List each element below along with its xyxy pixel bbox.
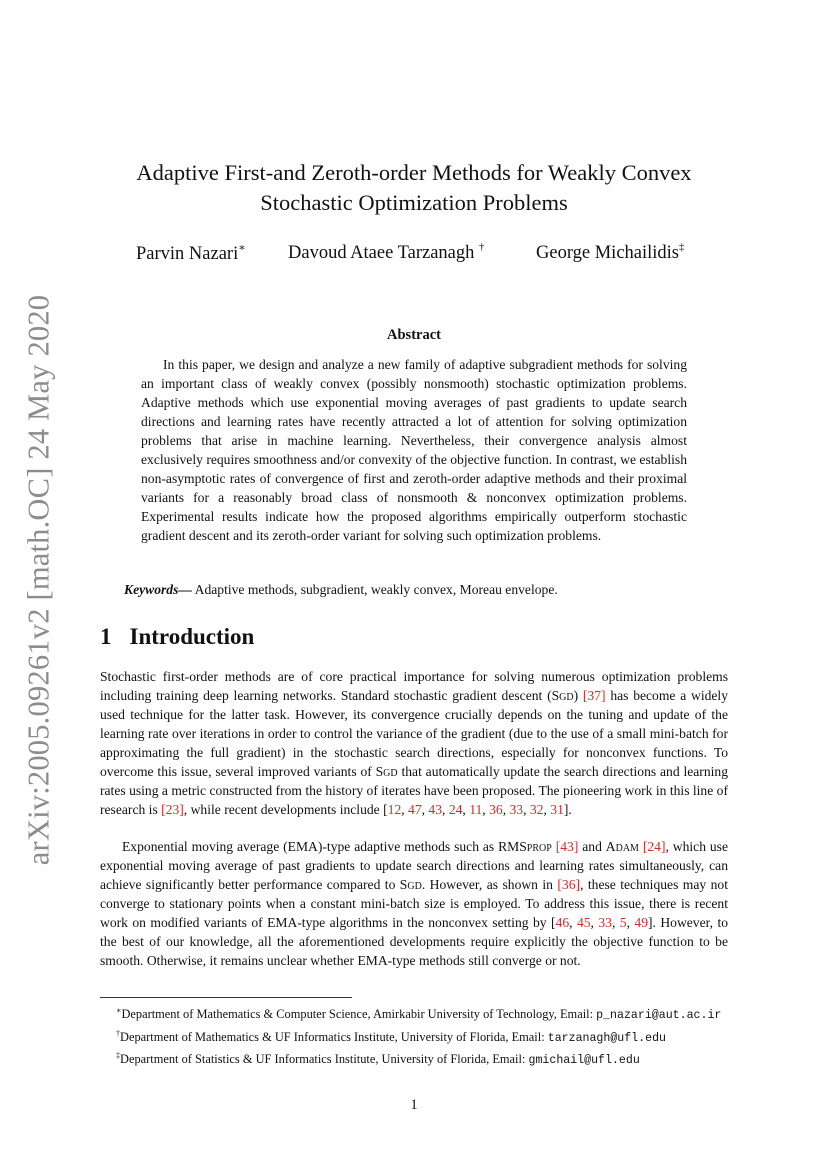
page-number: 1 — [410, 1097, 418, 1113]
keywords-label: Keywords— — [124, 582, 192, 597]
sgd-acronym: Sgd — [375, 763, 398, 779]
citation-link[interactable]: 47 — [408, 801, 422, 817]
adam-acronym: Adam — [605, 839, 639, 854]
author-3 — [536, 241, 685, 264]
citation-link[interactable]: 12 — [387, 801, 402, 817]
arxiv-stamp — [14, 260, 64, 900]
abstract-heading: Abstract — [387, 327, 441, 343]
footnotes — [100, 1002, 728, 1070]
text-span: ]. — [563, 801, 572, 817]
section-title: Introduction — [129, 624, 255, 649]
intro-paragraph-1 — [100, 668, 728, 820]
footnote-text: Department of Mathematics & Computer Science, Amirkabir University of Technology, Email: — [121, 1007, 597, 1021]
section-number: 1 — [100, 624, 112, 649]
citation-link[interactable]: 36 — [489, 801, 503, 817]
text-span: and — [578, 839, 606, 854]
text-span: ) — [573, 687, 583, 703]
email-link[interactable]: gmichail@ufl.edu — [528, 1054, 640, 1067]
author-mark[interactable]: † — [479, 241, 485, 253]
citation-list: 12, 47, 43, 24, 11, 36, 33, 32, 31 — [387, 801, 564, 817]
title-line-1: Adaptive First-and Zeroth-order Methods for Weakly Convex — [136, 160, 692, 185]
paper-title — [100, 158, 728, 218]
title-line-2: Stochastic Optimization Problems — [260, 190, 568, 215]
citation-link[interactable]: 5 — [619, 914, 627, 930]
citation-link[interactable]: 33 — [509, 801, 524, 817]
email-link[interactable]: p_nazari@aut.ac.ir — [596, 1009, 722, 1022]
citation-link[interactable]: 46 — [555, 914, 570, 930]
citation-link[interactable]: [23] — [161, 801, 184, 817]
text-span: Exponential moving average (EMA)-type adaptive methods such as — [122, 839, 499, 854]
citation-link[interactable]: 33 — [598, 914, 612, 930]
author-2 — [288, 241, 485, 264]
section-heading — [100, 624, 254, 650]
rmsprop-acronym: RMSprop — [498, 839, 552, 854]
text-span: . However, as shown in — [421, 876, 558, 892]
text-span: , which use exponential moving average of past gradients to update search directions and learning rates simultaneously, can achieve significantly better performance compared to — [100, 839, 728, 892]
abstract-text: In this paper, we design and analyze a new family of adaptive subgradient methods for solving an important class of weakly convex (possibly nonsmooth) stochastic optimization problems. Adaptive methods which use exponential moving averages of past gradients to update search directions and learning rates have recently attracted a lot of attention for solving optimization problems that arise in machine learning. Nevertheless, their convergence analysis almost exclusively requires smoothness and/or convexity of the objective function. In contrast, we establish non-asymptotic rates of convergence of first and zeroth-order adaptive methods and their proximal variants for a reasonably broad class of nonsmooth & nonconvex optimization problems. Experimental results indicate how the proposed algorithms empirically outperform stochastic gradient descent and its zeroth-order variant for solving such optimization problems. — [141, 357, 687, 543]
arxiv-stamp-text: arXiv:2005.09261v2 [math.OC] 24 May 2020 — [21, 294, 56, 866]
citation-link[interactable]: 45 — [576, 914, 591, 930]
footnote-1 — [100, 1002, 728, 1025]
citation-link[interactable]: 11 — [469, 801, 483, 817]
email-link[interactable]: tarzanagh@ufl.edu — [547, 1031, 667, 1045]
citation-list: 46, 45, 33, 5, 49 — [555, 914, 648, 930]
sgd-acronym: Sgd — [399, 876, 422, 892]
text-span: , these techniques may not converge to stationary points when a constant mini-batch size is employed. To address this issue, there is recent work on modified variants of EMA-type algorithms in the nonconvex setting by [ — [100, 876, 728, 930]
footnote-2 — [100, 1025, 728, 1048]
citation-link[interactable]: [36] — [557, 876, 581, 892]
footnote-rule — [100, 997, 352, 998]
citation-link[interactable]: [37] — [582, 687, 606, 703]
author-mark[interactable]: ∗ — [238, 242, 246, 254]
keywords — [124, 580, 724, 599]
keywords-text: Adaptive methods, subgradient, weakly convex, Moreau envelope. — [194, 582, 558, 597]
citation-link[interactable]: [24] — [642, 839, 666, 854]
text-span: , while recent developments include [ — [183, 801, 388, 817]
sgd-acronym: Sgd — [551, 687, 574, 703]
footnote-mark: ‡ — [116, 1051, 120, 1060]
citation-link[interactable]: 24 — [448, 801, 463, 817]
citation-link[interactable]: 32 — [529, 801, 544, 817]
citation-link[interactable]: 31 — [550, 801, 564, 817]
citation-link[interactable]: 49 — [634, 914, 648, 930]
author-name: George Michailidis — [536, 243, 680, 263]
citation-link[interactable]: 43 — [428, 801, 443, 817]
text-span: Stochastic first-order methods are of core practical importance for solving numerous optimization problems including training deep learning networks. Standard stochastic gradient descent ( — [100, 669, 728, 703]
author-name: Parvin Nazari — [136, 244, 239, 264]
text-span: ]. However, to the best of our knowledge, all the aforementioned developments require explicitly the objective function to be smooth. Otherwise, it remains unclear whether EMA-type methods still converge or not. — [100, 914, 729, 968]
intro-paragraph-2 — [100, 838, 728, 971]
citation-link[interactable]: [43] — [555, 839, 579, 854]
author-mark[interactable]: ‡ — [679, 241, 685, 253]
text-span: has become a widely used technique for the latter task. However, its convergence crucially depends on the tuning and update of the learning rate over iterations in order to control the variance of the gradient (due to the use of a small mini-batch for approximating the full gradient) in the stochastic search directions, especially for nonconvex functions. To overcome this issue, several improved variants of — [100, 687, 728, 779]
footnote-3 — [100, 1047, 728, 1070]
author-name: Davoud Ataee Tarzanagh — [288, 243, 475, 263]
footnote-mark: † — [116, 1028, 120, 1038]
footnote-mark: ∗ — [116, 1006, 122, 1015]
author-list — [100, 241, 728, 267]
author-1 — [136, 241, 246, 265]
footnote-text: Department of Mathematics & UF Informatics Institute, University of Florida, Email: — [120, 1029, 548, 1044]
text-span: that automatically update the search directions and learning rates using a metric constructed from the history of iterates have been proposed. The pioneering work in this line of research is — [100, 763, 728, 817]
footnote-text: Department of Statistics & UF Informatics Institute, University of Florida, Email: — [120, 1052, 529, 1066]
